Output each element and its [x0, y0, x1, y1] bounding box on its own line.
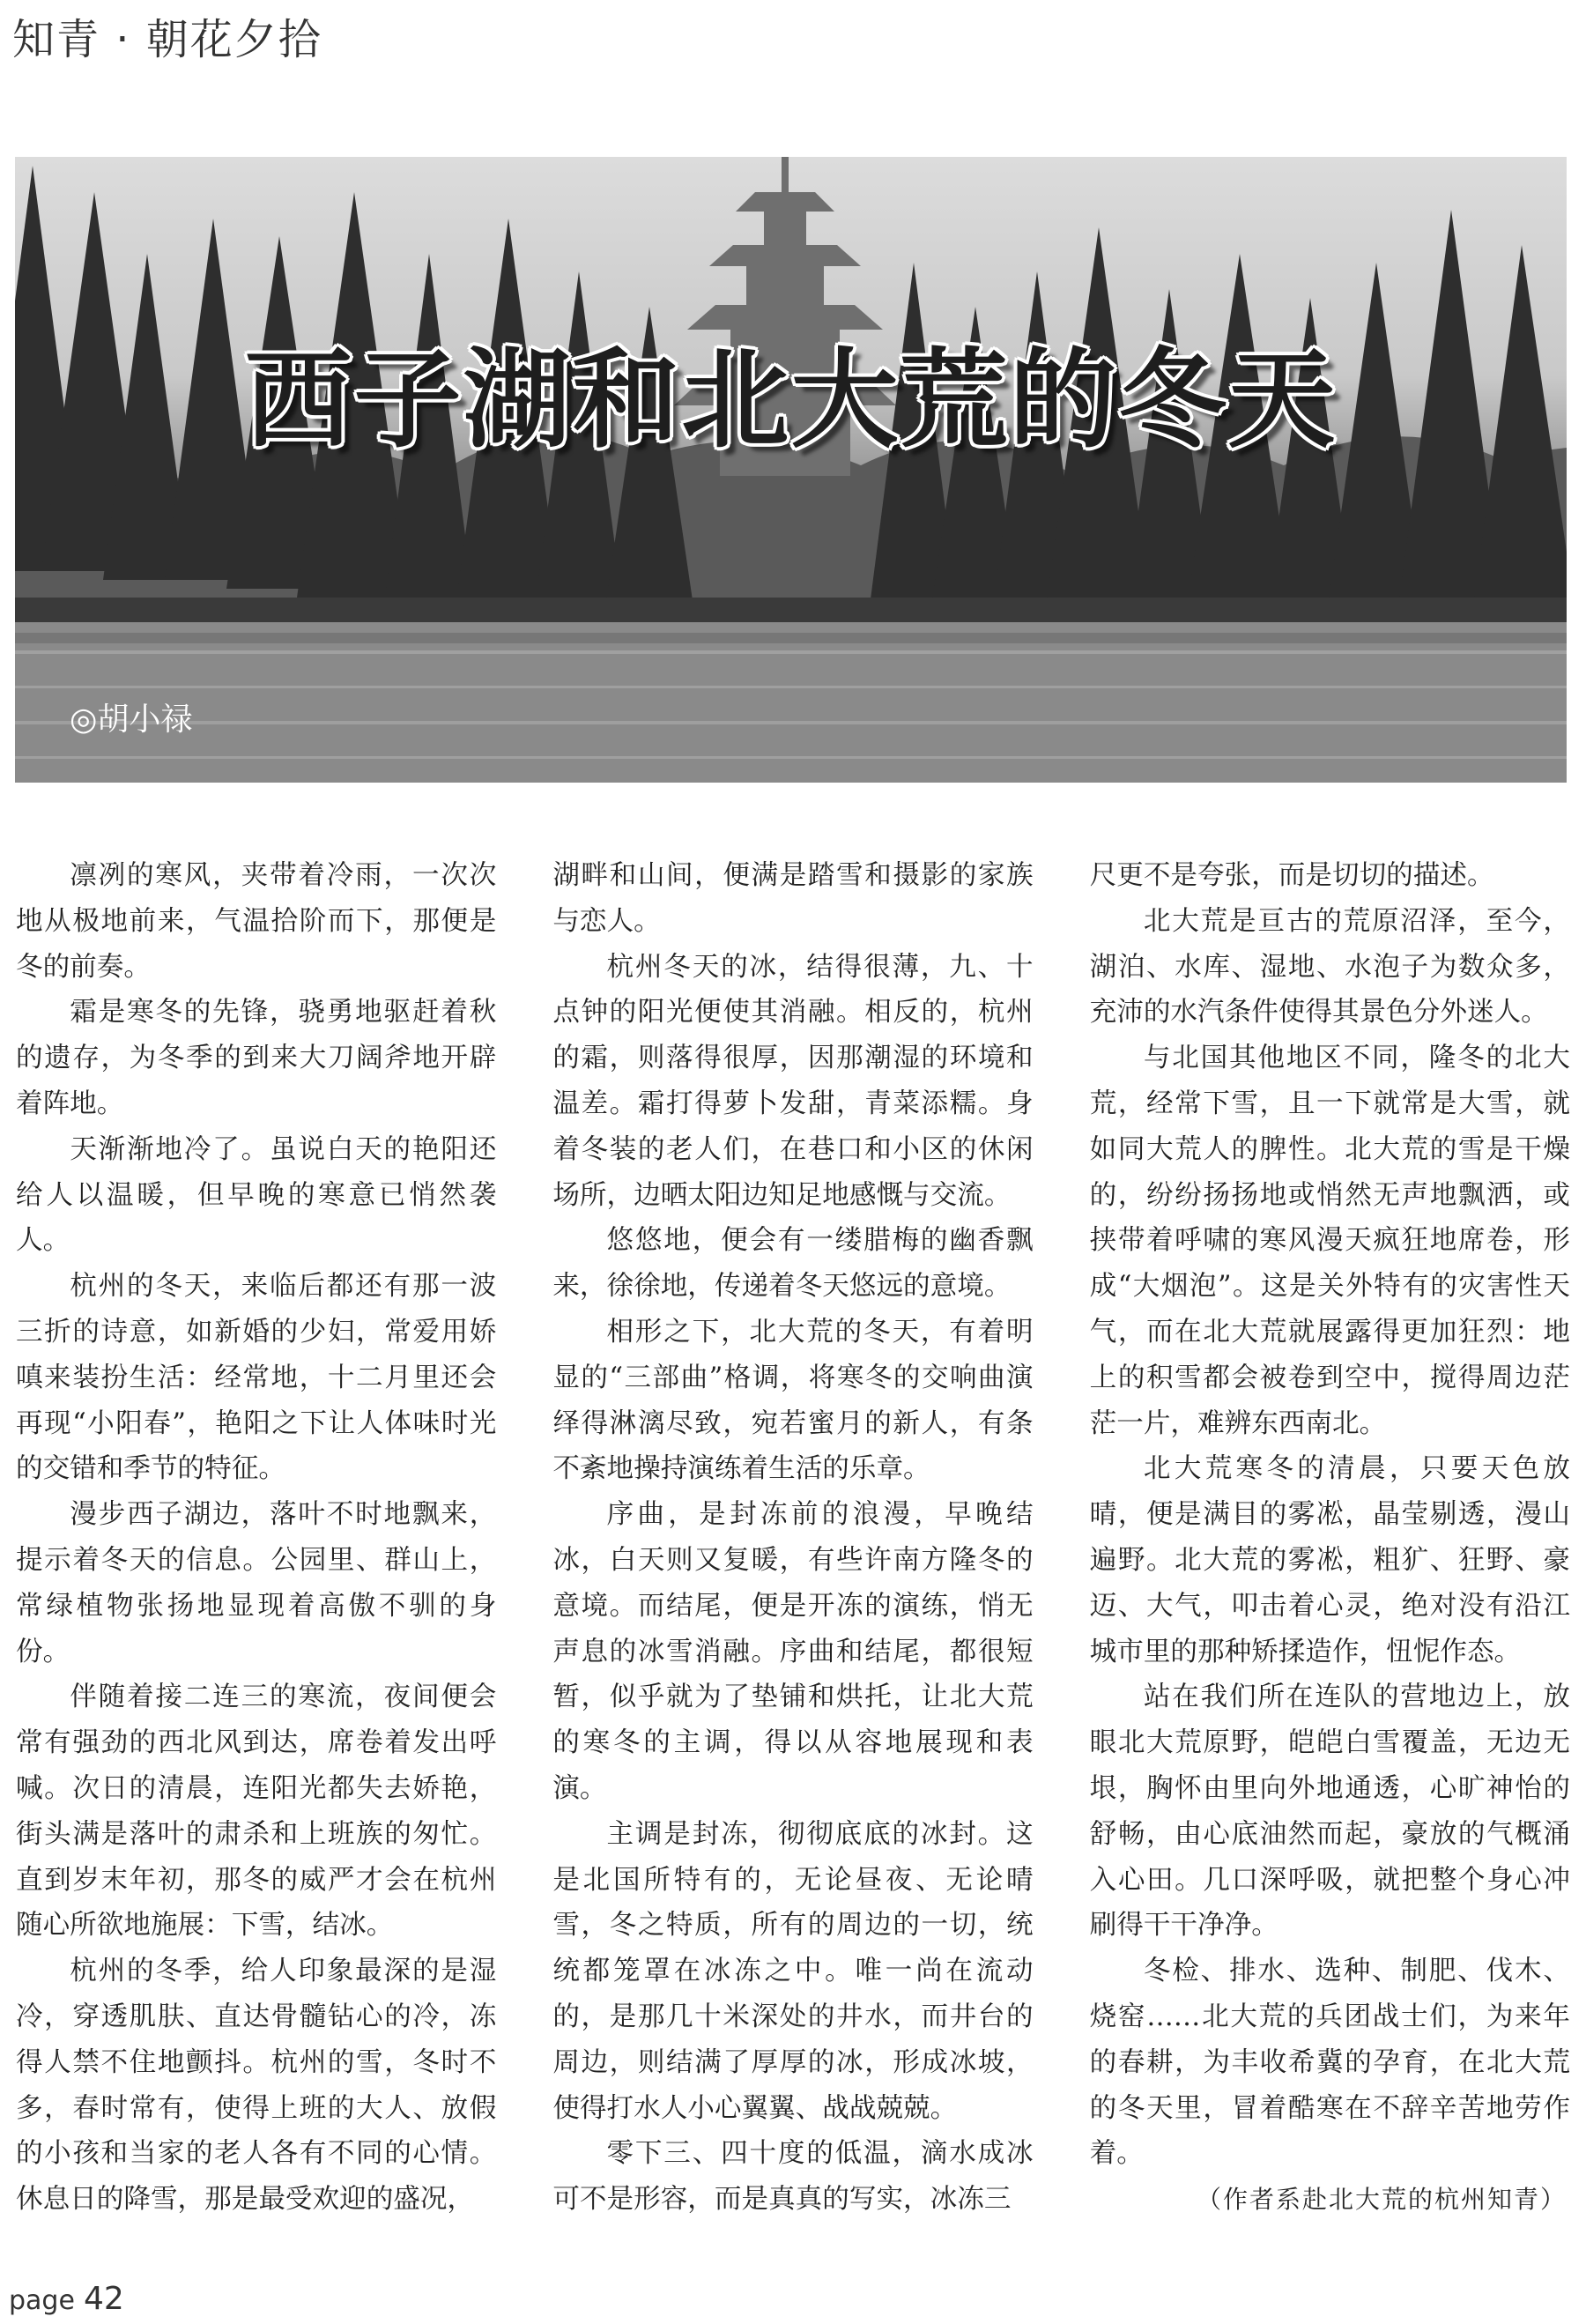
page-footer	[9, 2281, 124, 2317]
article-paragraph: 北大荒寒冬的清晨，只要天色放晴，便是满目的雾凇，晶莹剔透，漫山遍野。北大荒的雾凇，粗犷、狂野、豪迈、大气，叩击着心灵，绝对没有沿江城市里的那种矫揉造作，忸怩作态。	[1089, 1453, 1570, 1667]
article-body	[16, 853, 1570, 2241]
article-paragraph: 与北国其他地区不同，隆冬的北大荒，经常下雪，且一下就常是大雪，就如同大荒人的脾性。北大荒的雪是干燥的，纷纷扬扬地或悄然无声地飘洒，或挟带着呼啸的寒风漫天疯狂地席卷，形成“大烟泡”。这是关外特有的灾害性天气，而在北大荒就展露得更加狂烈：地上的积雪都会被卷到空中，搅得周边茫茫一片，难辨东西南北。	[1089, 1043, 1570, 1439]
article-paragraph: 漫步西子湖边，落叶不时地飘来，提示着冬天的信息。公园里、群山上，常绿植物张扬地显现着高傲不驯的身份。	[16, 1499, 497, 1667]
section-label: 知青 · 朝花夕拾	[12, 15, 322, 64]
article-paragraph: 杭州的冬季，给人印象最深的是湿冷，穿透肌肤、直达骨髓钻心的冷，冻得人禁不住地颤抖。杭州的雪，冬时不多，春时常有，使得上班的大人、放假的小孩和当家的老人各有不同的心情。休息日的降雪，那是最受欢迎的盛况，	[16, 1956, 497, 2216]
page-number: 42	[83, 2281, 124, 2317]
article-paragraph: 主调是封冻，彻彻底底的冰封。这是北国所特有的，无论昼夜、无论晴雪，冬之特质，所有的周边的一切，统统都笼罩在冰冻之中。唯一尚在流动的，是那几十米深处的井水，而井台的周边，则结满了厚厚的冰，形成冰坡，使得打水人小心翼翼、战战兢兢。	[552, 1818, 1034, 2124]
article-paragraph: 序曲，是封冻前的浪漫，早晚结冰，白天则又复暖，有些许南方隆冬的意境。而结尾，便是开冻的演练，悄无声息的冰雪消融。序曲和结尾，都很短暂，似乎就为了垫铺和烘托，让北大荒的寒冬的主调，得以从容地展现和表演。	[552, 1499, 1034, 1804]
author-byline: ◎胡小禄	[70, 702, 193, 738]
author-note: （作者系赴北大荒的杭州知青）	[1196, 2185, 1567, 2215]
hero-image	[15, 157, 1567, 783]
article-paragraph: 霜是寒冬的先锋，骁勇地驱赶着秋的遗存，为冬季的到来大刀阔斧地开辟着阵地。	[16, 997, 497, 1119]
article-paragraph: 悠悠地，便会有一缕腊梅的幽香飘来，徐徐地，传递着冬天悠远的意境。	[552, 1225, 1034, 1303]
article-paragraph: 湖畔和山间，便满是踏雪和摄影的家族与恋人。	[552, 860, 1034, 937]
article-title: 西子湖和北大荒的冬天	[244, 338, 1338, 463]
article-paragraph: 冬检、排水、选种、制肥、伐木、烧窑……北大荒的兵团战士们，为来年的春耕，为丰收希冀的孕育，在北大荒的冬天里，冒着酷寒在不辞辛苦地劳作着。	[1089, 1956, 1570, 2170]
article-paragraph: 凛冽的寒风，夹带着冷雨，一次次地从极地前来，气温拾阶而下，那便是冬的前奏。	[16, 860, 497, 983]
article-paragraph: 杭州冬天的冰，结得很薄，九、十点钟的阳光便使其消融。相反的，杭州的霜，则落得很厚，因那潮湿的环境和温差。霜打得萝卜发甜，青菜添糯。身着冬装的老人们，在巷口和小区的休闲场所，边晒太阳边知足地感慨与交流。	[552, 951, 1034, 1211]
article-paragraph: 站在我们所在连队的营地边上，放眼北大荒原野，皑皑白雪覆盖，无边无垠，胸怀由里向外地通透，心旷神怡的舒畅，由心底油然而起，豪放的气概涌入心田。几口深呼吸，就把整个身心冲刷得干干净净。	[1089, 1682, 1570, 1942]
page-label: page	[9, 2285, 75, 2316]
article-paragraph: 伴随着接二连三的寒流，夜间便会常有强劲的西北风到达，席卷着发出呼喊。次日的清晨，连阳光都失去娇艳，街头满是落叶的肃杀和上班族的匆忙。直到岁末年初，那冬的威严才会在杭州随心所欲地施展：下雪，结冰。	[16, 1682, 497, 1942]
article-paragraph: 相形之下，北大荒的冬天，有着明显的“三部曲”格调，将寒冬的交响曲演绎得淋漓尽致，宛若蜜月的新人，有条不紊地操持演练着生活的乐章。	[552, 1316, 1034, 1485]
article-paragraph: 天渐渐地冷了。虽说白天的艳阳还给人以温暖，但早晚的寒意已悄然袭人。	[16, 1133, 497, 1257]
article-paragraph: 杭州的冬天，来临后都还有那一波三折的诗意，如新婚的少妇，常爱用娇嗔来装扮生活：经常地，十二月里还会再现“小阳春”，艳阳之下让人体味时光的交错和季节的特征。	[16, 1271, 497, 1485]
lake-pagoda-illustration	[15, 157, 1567, 783]
article-paragraph: 尺更不是夸张，而是切切的描述。	[1089, 860, 1494, 891]
article-paragraph: 零下三、四十度的低温，滴水成冰可不是形容，而是真真的写实，冰冻三	[552, 2138, 1034, 2216]
article-paragraph: 北大荒是亘古的荒原沼泽，至今，湖泊、水库、湿地、水泡子为数众多，充沛的水汽条件使得其景色分外迷人。	[1089, 905, 1570, 1028]
